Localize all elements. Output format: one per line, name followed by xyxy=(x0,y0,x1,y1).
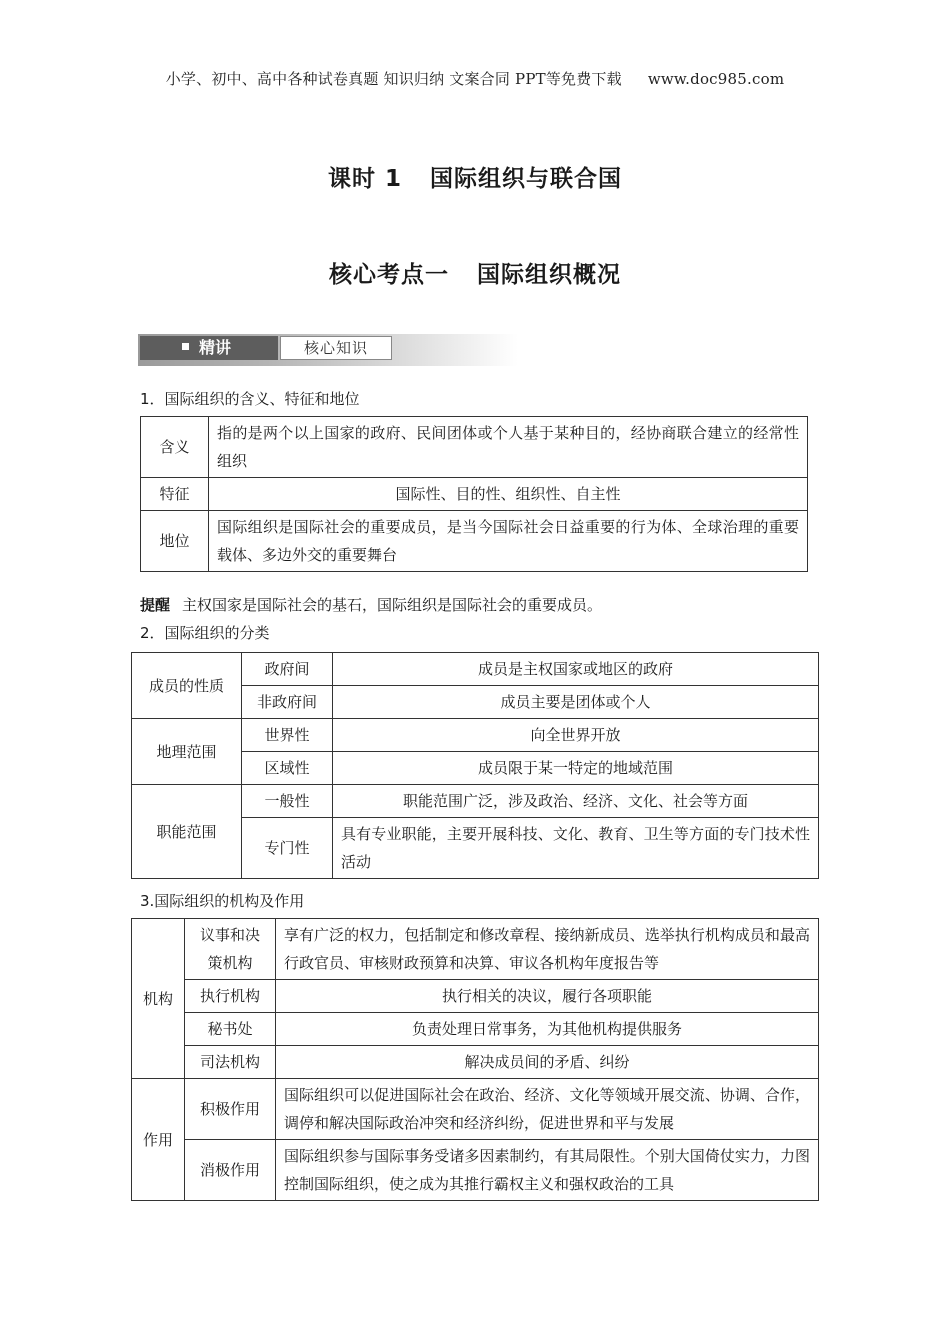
table-row xyxy=(132,1079,819,1140)
banner-left xyxy=(140,336,278,360)
item-desc: 负责处理日常事务，为其他机构提供服务 xyxy=(276,1013,819,1046)
item-desc: 执行相关的决议，履行各项职能 xyxy=(276,980,819,1013)
type-cell: 专门性 xyxy=(242,818,333,879)
table-row xyxy=(132,785,819,818)
section-banner xyxy=(138,334,518,366)
table-row xyxy=(132,1140,819,1201)
desc-cell: 向全世界开放 xyxy=(333,719,819,752)
section-name: 国际组织概况 xyxy=(477,262,621,288)
item-name: 司法机构 xyxy=(185,1046,276,1079)
type-cell: 非政府间 xyxy=(242,686,333,719)
reminder-label: 提醒 xyxy=(140,596,171,614)
section-label: 核心考点一 xyxy=(329,262,449,288)
item-name: 议事和决策机构 xyxy=(185,919,276,980)
type-cell: 区域性 xyxy=(242,752,333,785)
item-desc: 国际组织可以促进国际社会在政治、经济、文化等领域开展交流、协调、合作，调停和解决国际政治冲突和经济纠纷，促进世界和平与发展 xyxy=(276,1079,819,1140)
item-name: 执行机构 xyxy=(185,980,276,1013)
row-content: 指的是两个以上国家的政府、民间团体或个人基于某种目的，经协商联合建立的经常性组织 xyxy=(209,417,808,478)
table-row xyxy=(132,719,819,752)
item-name: 积极作用 xyxy=(185,1079,276,1140)
page-header xyxy=(0,68,950,89)
row-label: 特征 xyxy=(141,478,209,511)
part3-table xyxy=(131,918,819,1201)
desc-cell: 成员主要是团体或个人 xyxy=(333,686,819,719)
lesson-title xyxy=(0,160,950,193)
part3-title: 3.国际组织的机构及作用 xyxy=(140,892,305,910)
item-name: 秘书处 xyxy=(185,1013,276,1046)
row-content: 国际组织是国际社会的重要成员，是当今国际社会日益重要的行为体、全球治理的重要载体、多边外交的重要舞台 xyxy=(209,511,808,572)
desc-cell: 成员是主权国家或地区的政府 xyxy=(333,653,819,686)
part2-table xyxy=(131,652,819,879)
reminder-note xyxy=(140,594,602,615)
category-cell: 地理范围 xyxy=(132,719,242,785)
row-label: 地位 xyxy=(141,511,209,572)
row-content: 国际性、目的性、组织性、自主性 xyxy=(209,478,808,511)
table-row xyxy=(141,478,808,511)
desc-cell: 职能范围广泛，涉及政治、经济、文化、社会等方面 xyxy=(333,785,819,818)
item-desc: 解决成员间的矛盾、纠纷 xyxy=(276,1046,819,1079)
header-site: www.doc985.com xyxy=(647,70,785,88)
part2-title: 2．国际组织的分类 xyxy=(140,624,270,642)
part1-table xyxy=(140,416,808,572)
table-row xyxy=(141,417,808,478)
category-cell: 职能范围 xyxy=(132,785,242,879)
desc-cell: 具有专业职能，主要开展科技、文化、教育、卫生等方面的专门技术性活动 xyxy=(333,818,819,879)
lesson-name: 国际组织与联合国 xyxy=(430,166,622,192)
item-desc: 国际组织参与国际事务受诸多因素制约，有其局限性。个别大国倚仗实力，力图控制国际组织，使之成为其推行霸权主义和强权政治的工具 xyxy=(276,1140,819,1201)
banner-right: 核心知识 xyxy=(280,336,392,360)
lesson-number: 课时 1 xyxy=(327,166,402,192)
type-cell: 政府间 xyxy=(242,653,333,686)
table-row xyxy=(132,919,819,980)
banner-left-label: 精讲 xyxy=(199,338,232,357)
group-label: 机构 xyxy=(132,919,185,1079)
item-name: 消极作用 xyxy=(185,1140,276,1201)
type-cell: 世界性 xyxy=(242,719,333,752)
table-row xyxy=(132,1046,819,1079)
row-label: 含义 xyxy=(141,417,209,478)
item-desc: 享有广泛的权力，包括制定和修改章程、接纳新成员、选举执行机构成员和最高行政官员、审核财政预算和决算、审议各机构年度报告等 xyxy=(276,919,819,980)
table-row xyxy=(132,1013,819,1046)
table-row xyxy=(141,511,808,572)
category-cell: 成员的性质 xyxy=(132,653,242,719)
square-bullet-icon xyxy=(182,343,189,350)
reminder-text: 主权国家是国际社会的基石，国际组织是国际社会的重要成员。 xyxy=(182,596,603,614)
section-title xyxy=(0,256,950,289)
table-row xyxy=(132,653,819,686)
header-text: 小学、初中、高中各种试卷真题 知识归纳 文案合同 PPT等免费下载 xyxy=(165,70,622,88)
desc-cell: 成员限于某一特定的地域范围 xyxy=(333,752,819,785)
type-cell: 一般性 xyxy=(242,785,333,818)
table-row xyxy=(132,980,819,1013)
part1-title: 1．国际组织的含义、特征和地位 xyxy=(140,390,360,408)
group-label: 作用 xyxy=(132,1079,185,1201)
